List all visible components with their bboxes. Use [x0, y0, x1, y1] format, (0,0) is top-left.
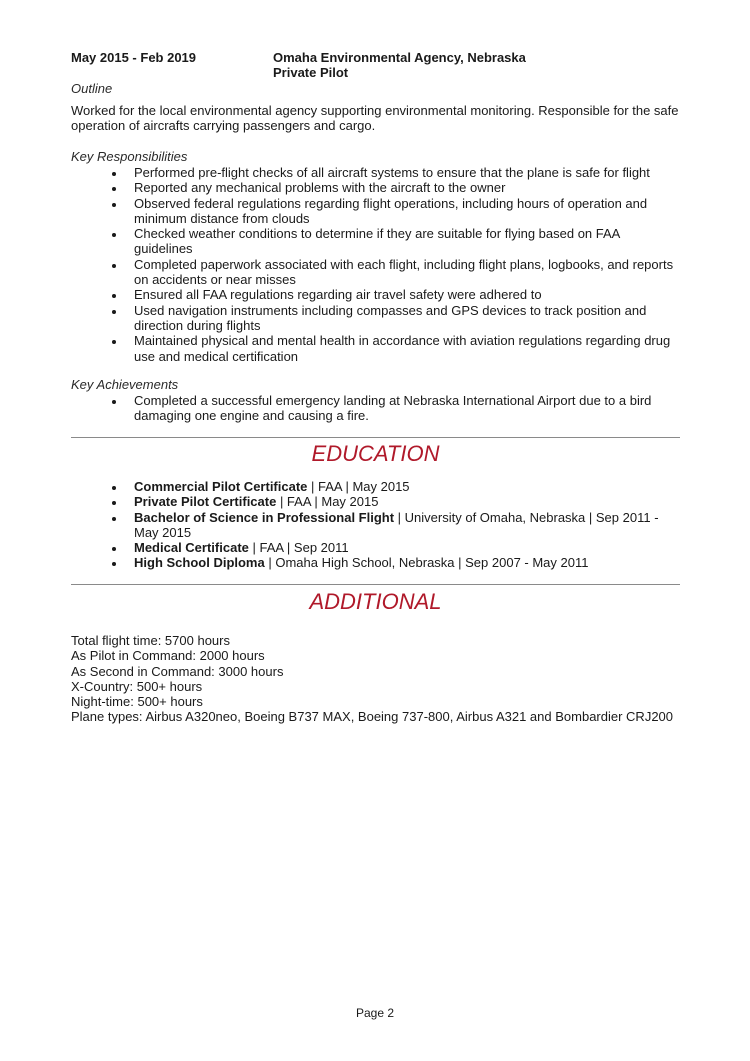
page-number: Page 2: [355, 1006, 395, 1020]
education-details: | Omaha High School, Nebraska | Sep 2007 - May 2011: [264, 555, 589, 571]
responsibilities-list: [71, 165, 680, 364]
additional-line: As Second in Command: 3000 hours: [71, 663, 284, 679]
list-item: Observed federal regulations regarding flight operations, including hours of operation and minimum distance from clouds: [71, 196, 680, 227]
education-details: | University of Omaha, Nebraska | Sep 2011 - May 2015: [134, 509, 659, 540]
education-list: [71, 479, 680, 571]
list-item: [71, 494, 680, 509]
additional-line: As Pilot in Command: 2000 hours: [71, 648, 265, 664]
education-name: Medical Certificate: [134, 540, 249, 556]
list-item: [71, 479, 680, 494]
education-details: | FAA | May 2015: [276, 494, 379, 510]
outline-label: Outline: [71, 81, 113, 96]
achievements-list: [71, 393, 680, 424]
job-organization: Omaha Environmental Agency, Nebraska: [273, 50, 526, 65]
section-divider: [71, 584, 680, 585]
job-dates: May 2015 - Feb 2019: [71, 50, 197, 65]
outline-text: Worked for the local environmental agency supporting environmental monitoring. Responsible for the safe operation of aircrafts carrying passengers and cargo.: [71, 103, 679, 134]
additional-line: X-Country: 500+ hours: [71, 678, 203, 694]
section-divider: [71, 437, 680, 438]
additional-line: Night-time: 500+ hours: [71, 694, 203, 710]
list-item: [71, 540, 680, 555]
list-item: [71, 510, 680, 541]
education-name: High School Diploma: [134, 555, 265, 571]
achievements-label: Key Achievements: [71, 377, 179, 392]
list-item: Performed pre-flight checks of all aircraft systems to ensure that the plane is safe for flight: [71, 165, 680, 180]
education-name: Private Pilot Certificate: [134, 494, 277, 510]
education-heading: EDUCATION: [311, 441, 440, 466]
education-details: | FAA | Sep 2011: [248, 540, 349, 556]
additional-details: [71, 633, 680, 725]
list-item: [71, 555, 680, 570]
list-item: Completed paperwork associated with each flight, including flight plans, logbooks, and reports on accidents or near misses: [71, 257, 680, 288]
education-name: Commercial Pilot Certificate: [134, 479, 308, 494]
list-item: Completed a successful emergency landing at Nebraska International Airport due to a bird damaging one engine and causing a fire.: [71, 393, 680, 424]
list-item: Checked weather conditions to determine if they are suitable for flying based on FAA guidelines: [71, 226, 680, 257]
list-item: Reported any mechanical problems with the aircraft to the owner: [71, 180, 680, 195]
job-header: [71, 50, 680, 82]
education-details: | FAA | May 2015: [307, 479, 410, 494]
list-item: Used navigation instruments including compasses and GPS devices to track position and direction during flights: [71, 303, 680, 334]
additional-line: Total flight time: 5700 hours: [71, 633, 230, 648]
list-item: Ensured all FAA regulations regarding air travel safety were adhered to: [71, 287, 680, 302]
additional-heading: ADDITIONAL: [309, 589, 442, 614]
additional-line: Plane types: Airbus A320neo, Boeing B737 MAX, Boeing 737-800, Airbus A321 and Bombardier CRJ200: [71, 709, 674, 725]
job-title: Private Pilot: [273, 65, 349, 80]
education-name: Bachelor of Science in Professional Flight: [134, 509, 395, 525]
list-item: Maintained physical and mental health in accordance with aviation regulations regarding drug use and medical certification: [71, 333, 680, 364]
responsibilities-label: Key Responsibilities: [71, 149, 188, 164]
